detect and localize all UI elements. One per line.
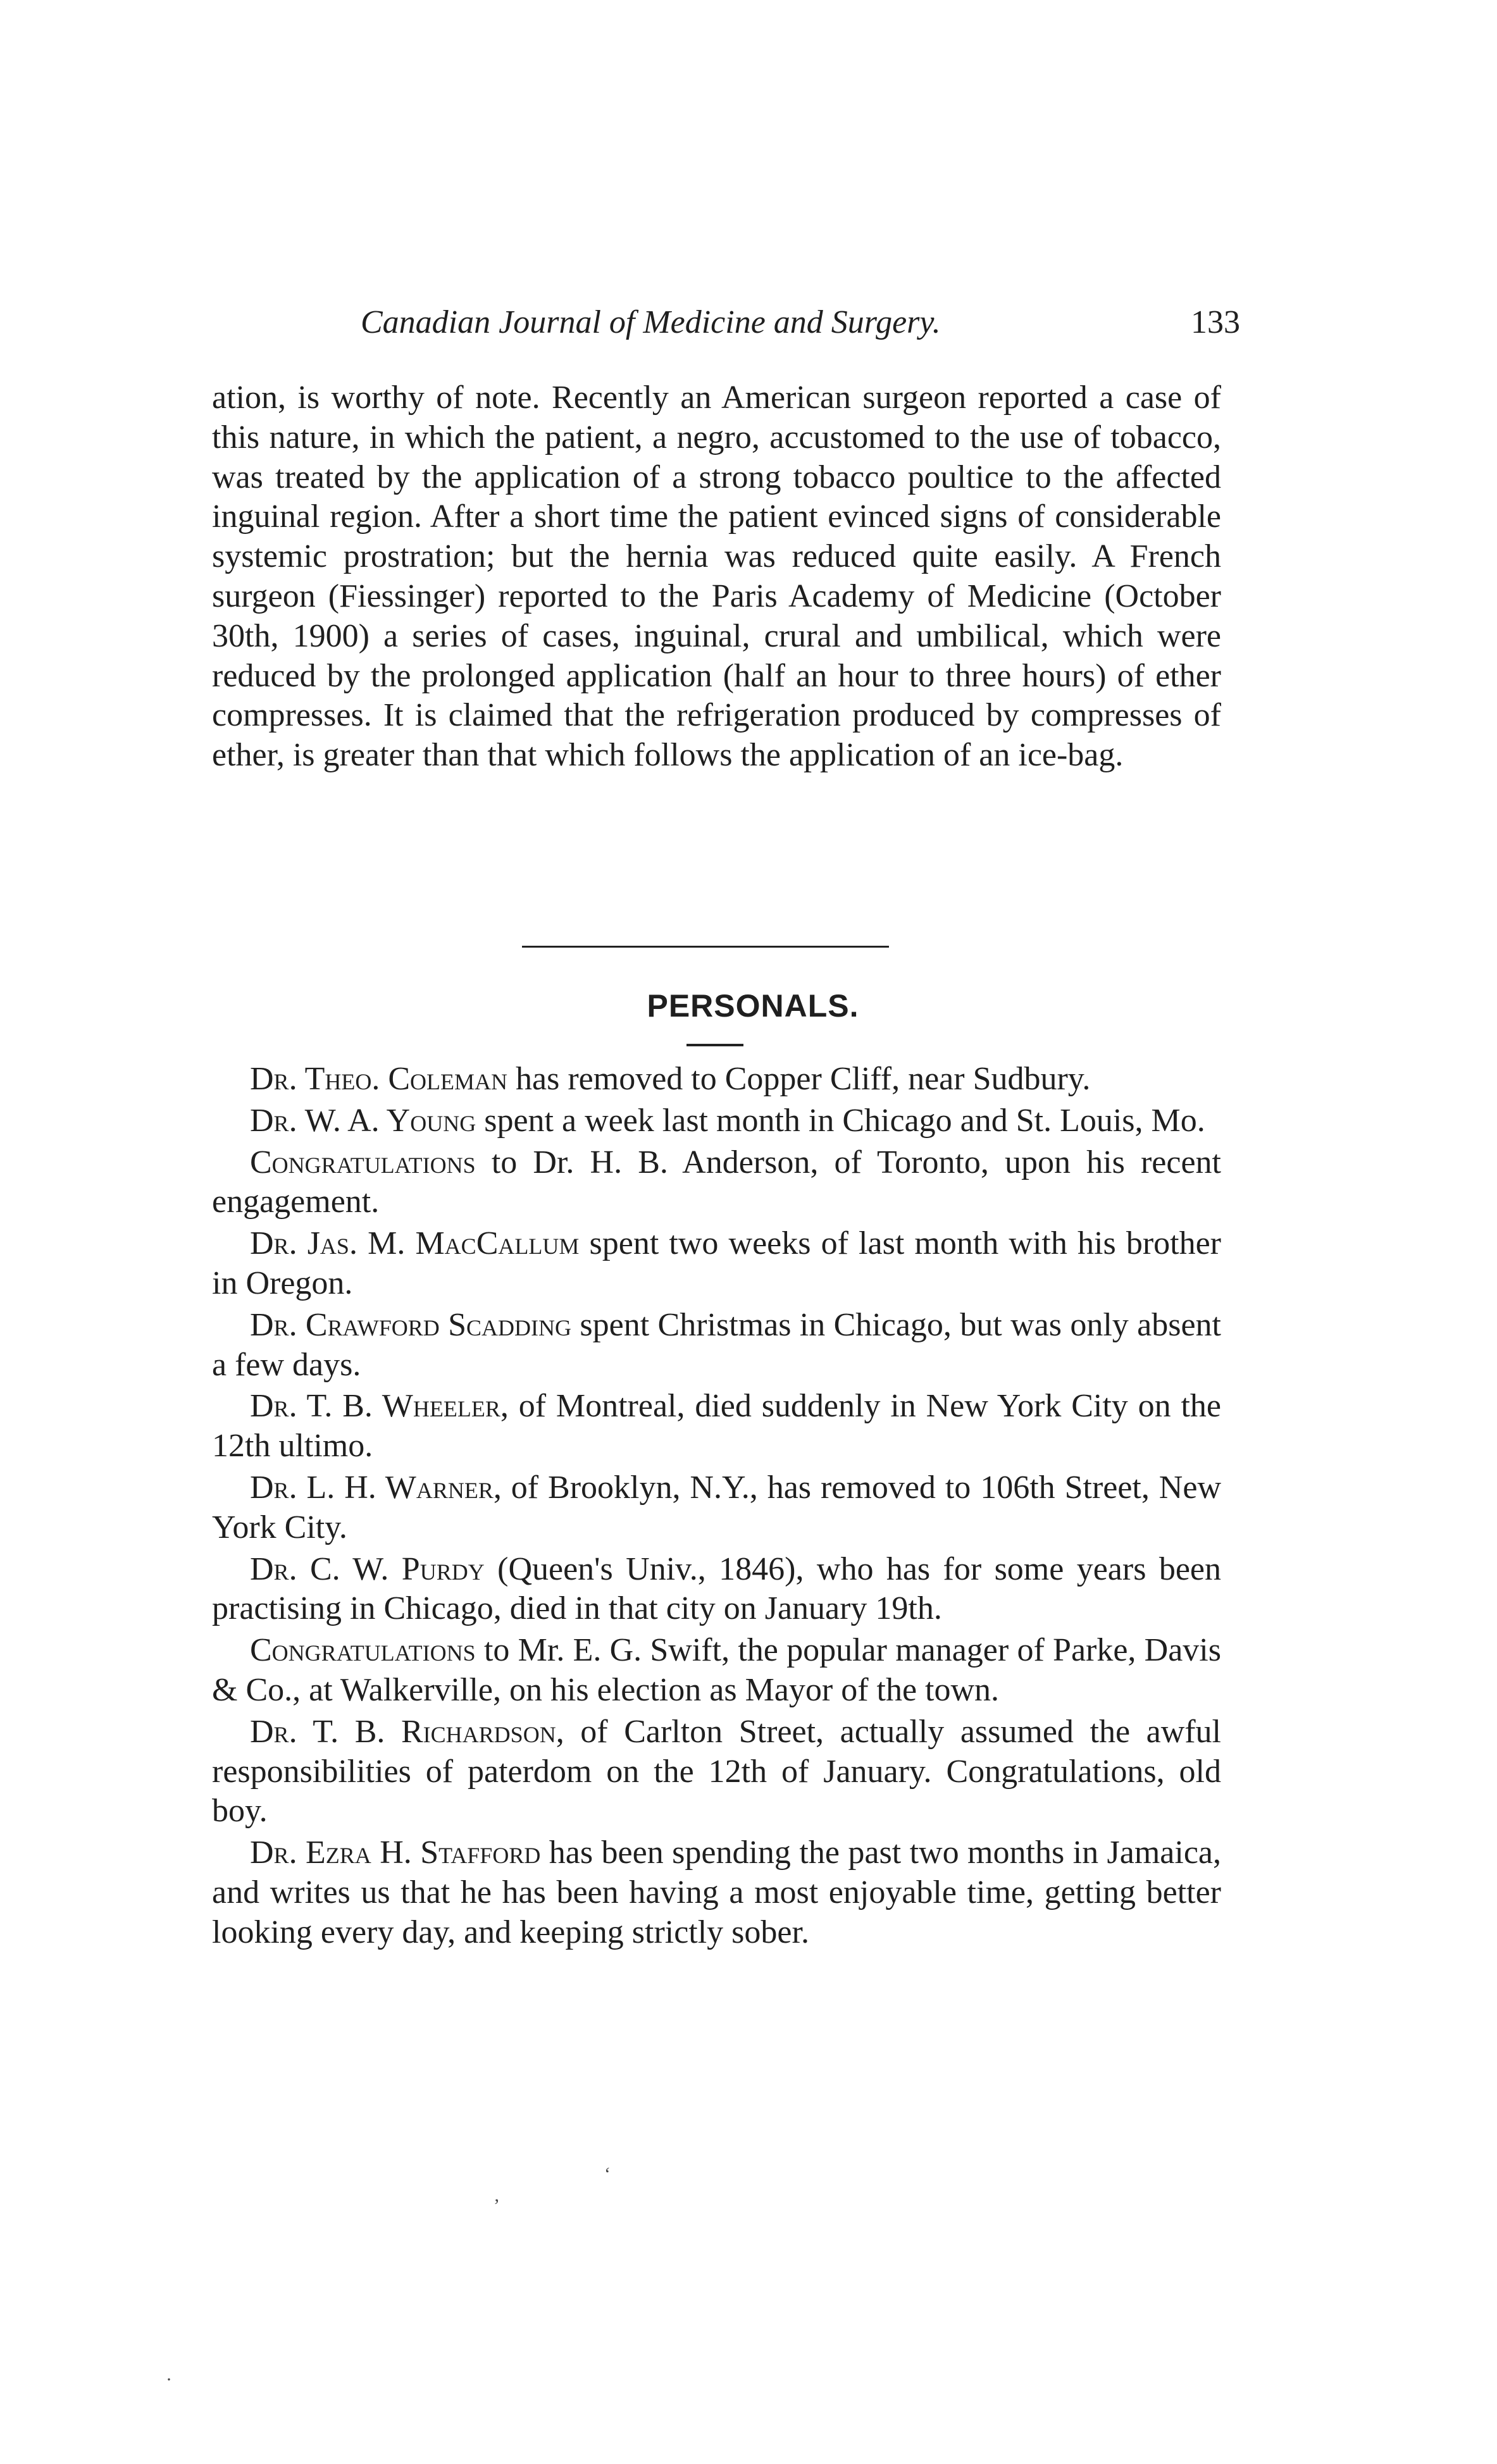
personal-text: of Brooklyn, N.Y., has removed to 106th Street, New York City. [212, 1469, 1221, 1545]
personal-text: to Mr. E. G. Swift, the popular manager of Parke, Davis & Co., at Walkerville, on his election as Mayor of the town. [212, 1632, 1221, 1708]
personal-item [212, 1631, 1221, 1711]
personal-lead: Congratulations [250, 1144, 476, 1180]
page-number: 133 [1191, 304, 1240, 340]
personal-item [212, 1101, 1221, 1141]
personal-text: (Queen's Univ., 1846), who has for some years been practising in Chicago, died in that city on January 19th. [212, 1551, 1221, 1627]
personal-text: to Dr. H. B. Anderson, of Toronto, upon his recent engagement. [212, 1144, 1221, 1220]
scan-speck: ‘ [604, 2164, 611, 2184]
personal-lead: Dr. T. B. Richardson, [250, 1713, 564, 1750]
personal-lead: Dr. W. A. Young [250, 1102, 476, 1139]
heading-underline [686, 1044, 743, 1046]
personal-item [212, 1550, 1221, 1630]
scan-speck: ’ [494, 2195, 500, 2216]
personal-lead: Dr. T. B. Wheeler, [250, 1388, 509, 1425]
personal-item [212, 1306, 1221, 1385]
personals-list [212, 1060, 1221, 1955]
intro-paragraph: ation, is worthy of note. Recently an American surgeon reported a case of this nature, in which the patient, a negro, accustomed to the use of tobacco, was treated by the application of a strong tobacco poultice to the affected inguinal region. After a short time the patient evinced signs of considerable systemic prostration; but the hernia was reduced quite easily. A French surgeon (Fiessinger) reported to the Paris Academy of Medicine (October 30th, 1900) a series of cases, inguinal, crural and umbilical, which were reduced by the prolonged application (half an hour to three hours) of ether compresses. It is claimed that the refrigeration produced by compresses of ether, is greater than that which follows the application of an ice-bag. [212, 380, 1221, 774]
personal-lead: Dr. Theo. Coleman [250, 1061, 508, 1097]
personal-text: spent two weeks of last month with his brother in Oregon. [212, 1225, 1221, 1301]
personal-lead: Dr. C. W. Purdy [250, 1551, 485, 1587]
running-title: Canadian Journal of Medicine and Surgery. [361, 304, 941, 340]
personal-text: has been spending the past two months in Jamaica, and writes us that he has been having a most enjoyable time, getting better looking every day, and keeping strictly sober. [212, 1835, 1221, 1950]
personal-item [212, 1143, 1221, 1223]
personal-text: spent Christmas in Chicago, but was only absent a few days. [212, 1306, 1221, 1383]
personal-text: spent a week last month in Chicago and St. Louis, Mo. [476, 1102, 1205, 1139]
personal-item [212, 1833, 1221, 1952]
personal-lead: Dr. Crawford Scadding [250, 1306, 572, 1343]
personal-item [212, 1712, 1221, 1831]
personal-lead: Dr. L. H. Warner, [250, 1469, 502, 1506]
running-head [342, 297, 1240, 348]
personal-text: of Carlton Street, actually assumed the awful responsibilities of paterdom on the 12th of January. Congratulations, old boy. [212, 1713, 1222, 1829]
personal-lead: Congratulations [250, 1632, 476, 1669]
personal-lead: Dr. Ezra H. Stafford [250, 1835, 541, 1871]
scan-speck: · [166, 2369, 172, 2390]
personal-lead: Dr. Jas. M. MacCallum [250, 1225, 580, 1262]
personal-item [212, 1468, 1221, 1548]
personal-item [212, 1224, 1221, 1304]
personal-text: has removed to Copper Cliff, near Sudbury. [507, 1061, 1091, 1097]
section-heading: PERSONALS. [647, 988, 859, 1024]
intro-text [212, 378, 1221, 776]
personal-item [212, 1387, 1221, 1466]
personal-text: of Montreal, died suddenly in New York City on the 12th ultimo. [212, 1388, 1221, 1464]
personal-item [212, 1060, 1221, 1099]
section-divider [522, 946, 889, 948]
